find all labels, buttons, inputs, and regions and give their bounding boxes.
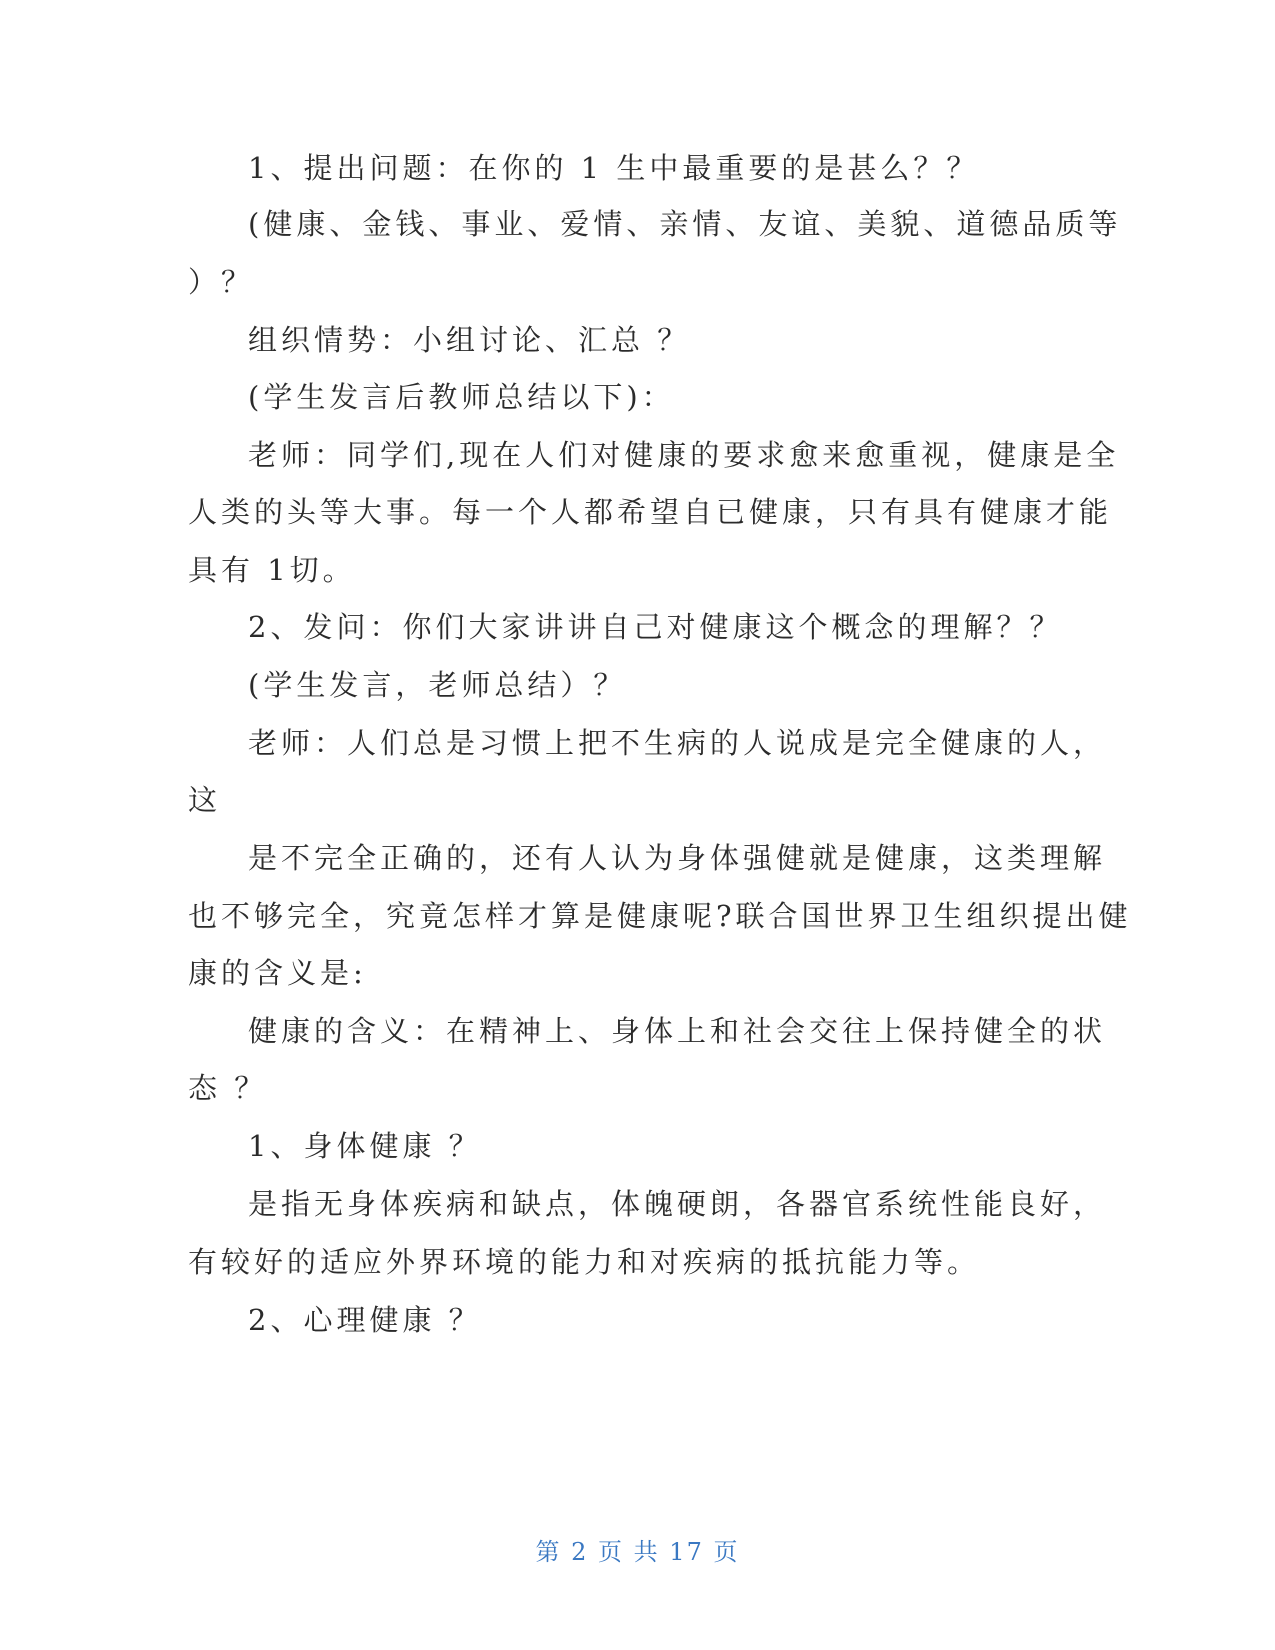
text-line: 老师：同学们,现在人们对健康的要求愈来愈重视，健康是全 xyxy=(248,438,1120,472)
text-line: 态 ？ xyxy=(188,1071,268,1105)
text-line: (学生发言后教师总结以下)： xyxy=(248,380,675,414)
text-line: 有较好的适应外界环境的能力和对疾病的抵抗能力等。 xyxy=(188,1245,981,1279)
text-line: 这 xyxy=(188,783,222,817)
text-line: 是指无身体疾病和缺点，体魄硬朗，各器官系统性能良好， xyxy=(248,1187,1107,1221)
text-line: 是不完全正确的，还有人认为身体强健就是健康，这类理解 xyxy=(248,841,1107,875)
text-line: 1、提出问题：在你的 1 生中最重要的是甚么？？ xyxy=(248,151,980,185)
text-line: 也不够完全，究竟怎样才算是健康呢?联合国世界卫生组织提出健 xyxy=(188,899,1132,933)
text-line: 人类的头等大事。每一个人都希望自已健康，只有具有健康才能 xyxy=(188,495,1113,529)
text-line: 2、心理健康 ？ xyxy=(248,1303,482,1337)
text-line: 2、发问：你们大家讲讲自己对健康这个概念的理解？？ xyxy=(248,610,1063,644)
text-line: 健康的含义：在精神上、身体上和社会交往上保持健全的状 xyxy=(248,1014,1107,1048)
text-line: (健康、金钱、事业、爱情、亲情、友谊、美貌、道德品质等 xyxy=(248,207,1122,241)
text-line: 具有 1切。 xyxy=(188,553,356,587)
text-line: 1、身体健康 ？ xyxy=(248,1129,482,1163)
text-line: ）？ xyxy=(188,265,255,299)
page-number-footer: 第 2 页 共 17 页 xyxy=(535,1538,740,1566)
text-line: (学生发言，老师总结）？ xyxy=(248,668,627,702)
text-line: 组织情势：小组讨论、汇总 ？ xyxy=(248,323,691,357)
text-line: 老师：人们总是习惯上把不生病的人说成是完全健康的人， xyxy=(248,726,1107,760)
text-line: 康的含义是: xyxy=(188,956,367,990)
